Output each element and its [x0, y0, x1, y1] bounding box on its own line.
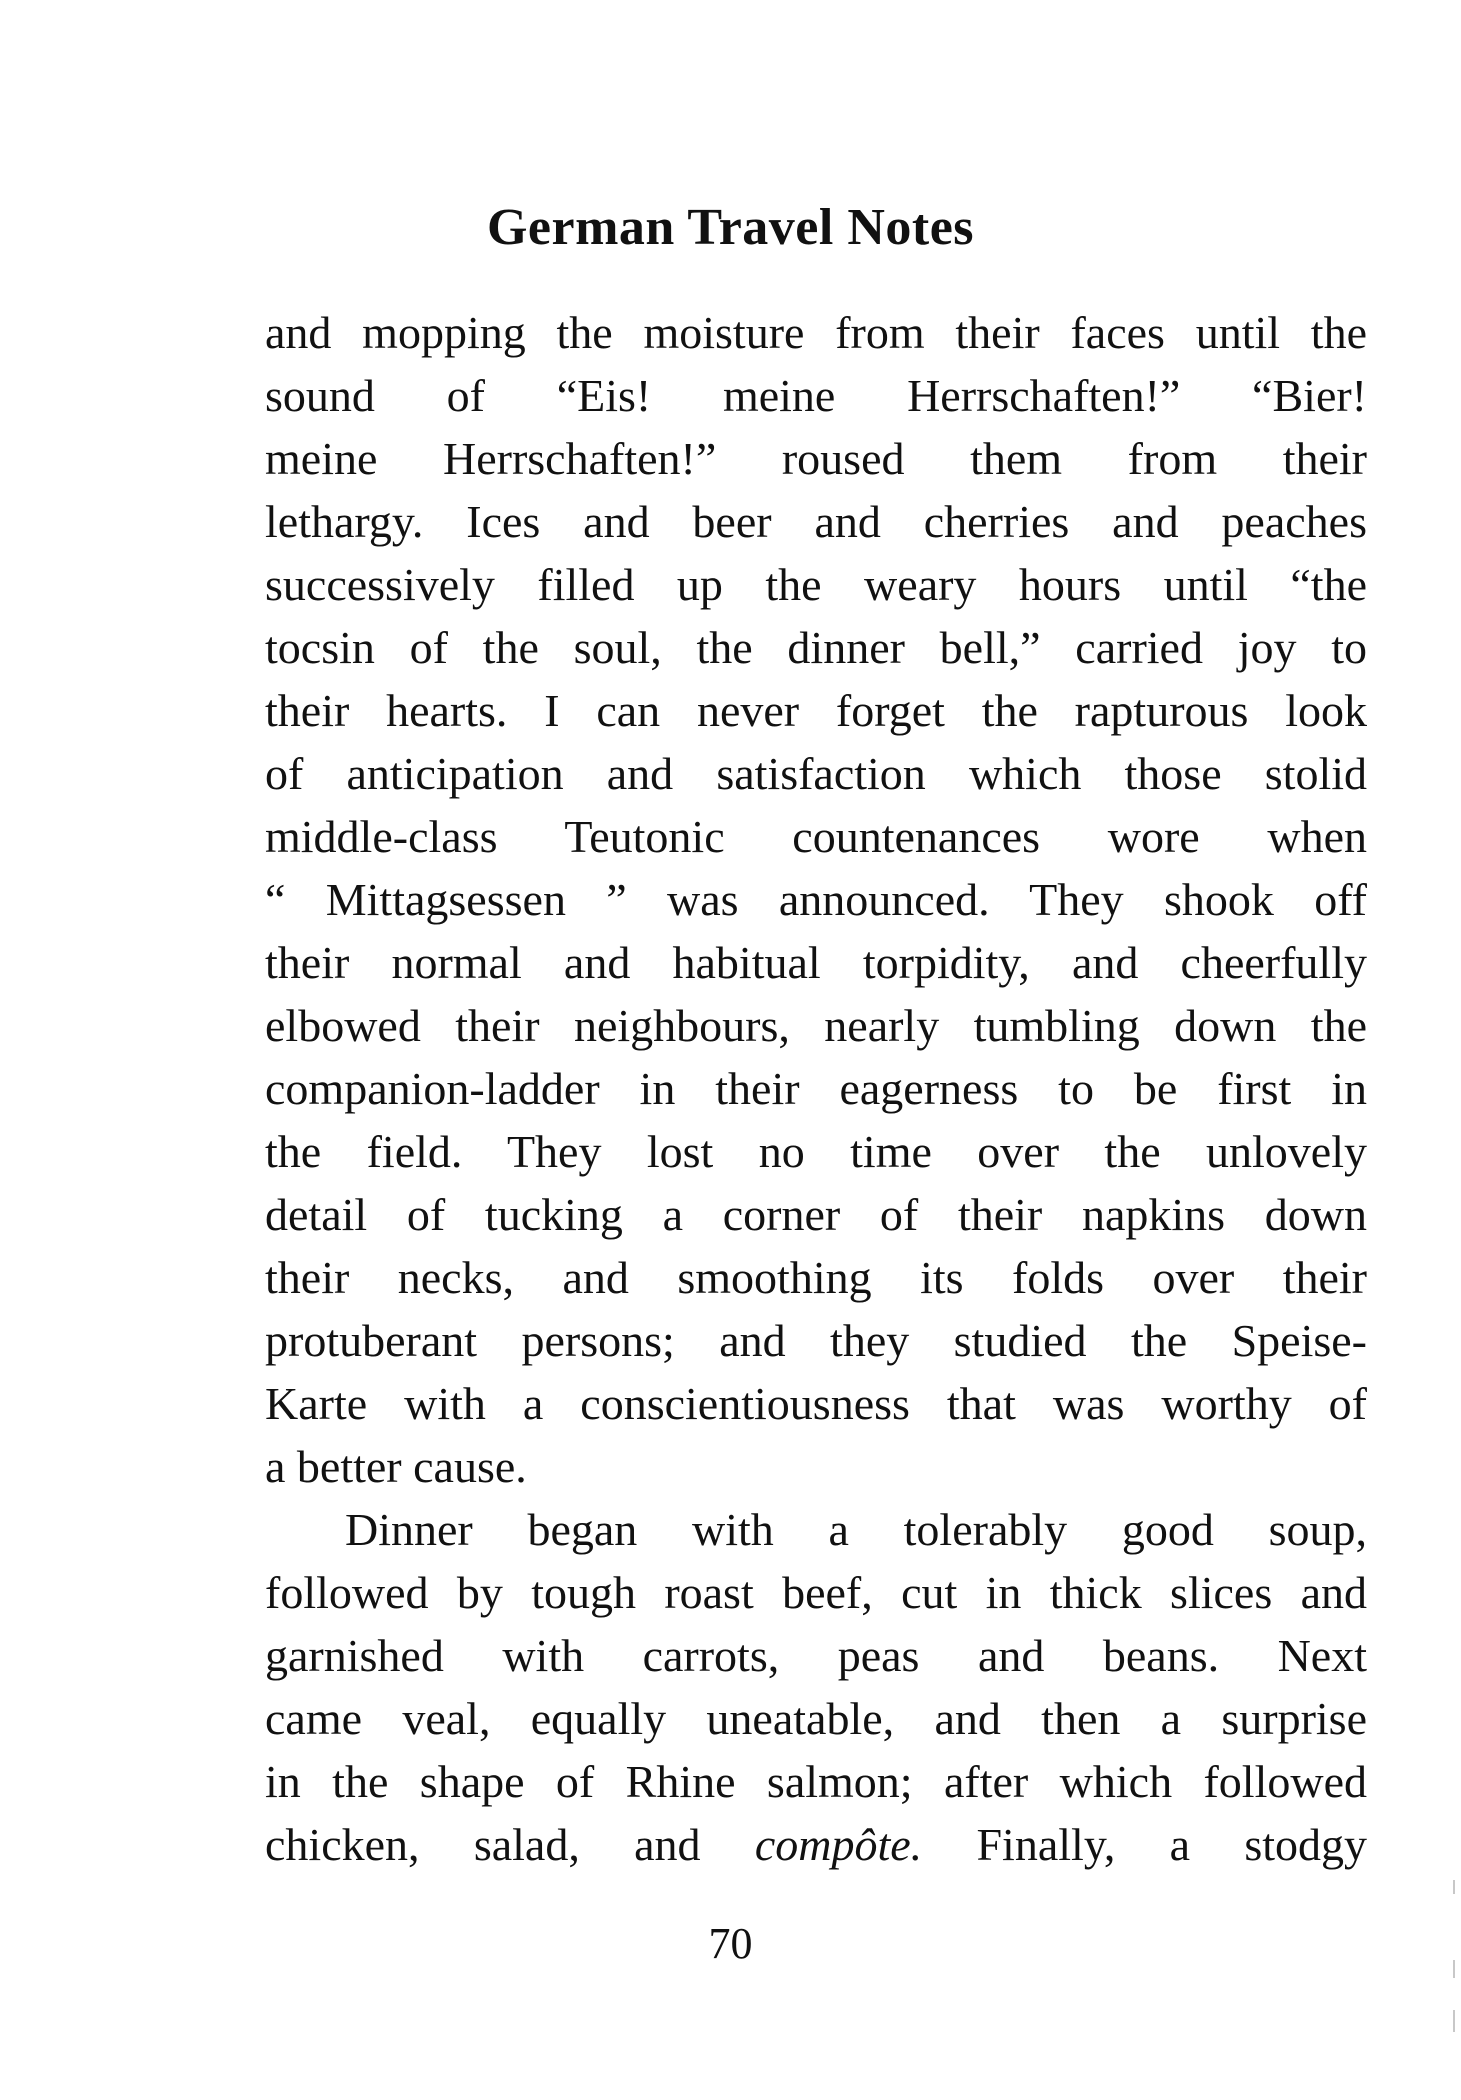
- text-line: Dinner began with a tolerably good soup,: [345, 1504, 1367, 1555]
- text-line: and mopping the moisture from their faces until the: [265, 307, 1367, 358]
- text-run: chicken, salad, and: [265, 1819, 755, 1870]
- text-line: their necks, and smoothing its folds over their: [265, 1252, 1367, 1303]
- text-line: garnished with carrots, peas and beans. Next: [265, 1630, 1367, 1681]
- text-line: their normal and habitual torpidity, and cheerfully: [265, 937, 1367, 988]
- paragraph-2: [265, 1498, 1367, 1876]
- text-line: sound of “Eis! meine Herrschaften!” “Bier!: [265, 370, 1367, 421]
- text-line: followed by tough roast beef, cut in thick slices and: [265, 1567, 1367, 1618]
- running-head: German Travel Notes: [486, 199, 975, 256]
- page-number: 70: [708, 1919, 753, 1968]
- text-run: Finally, a stodgy: [922, 1819, 1368, 1870]
- text-line-with-italic: [265, 1813, 1367, 1876]
- paragraph-1: [265, 301, 1367, 1498]
- text-line: tocsin of the soul, the dinner bell,” carried joy to: [265, 622, 1367, 673]
- text-line: the field. They lost no time over the unlovely: [265, 1126, 1367, 1177]
- scan-edge-mark: [1453, 1880, 1455, 1894]
- text-line: meine Herrschaften!” roused them from their: [265, 433, 1367, 484]
- body-text: [265, 301, 1367, 1876]
- text-line: a better cause.: [265, 1441, 527, 1492]
- text-line: in the shape of Rhine salmon; after which followed: [265, 1756, 1367, 1807]
- text-line: their hearts. I can never forget the rapturous look: [265, 685, 1367, 736]
- italic-word: compôte.: [754, 1819, 923, 1870]
- text-line: successively filled up the weary hours until “the: [265, 559, 1367, 610]
- text-line: lethargy. Ices and beer and cherries and peaches: [265, 496, 1367, 547]
- scan-edge-mark: [1453, 1960, 1455, 1978]
- text-line: companion-ladder in their eagerness to be first in: [265, 1063, 1367, 1114]
- text-line: middle-class Teutonic countenances wore when: [265, 811, 1367, 862]
- text-line: elbowed their neighbours, nearly tumbling down the: [265, 1000, 1367, 1051]
- text-line: Karte with a conscientiousness that was worthy of: [265, 1378, 1367, 1429]
- scan-edge-mark: [1453, 2010, 1455, 2032]
- text-line: came veal, equally uneatable, and then a surprise: [265, 1693, 1367, 1744]
- text-line: of anticipation and satisfaction which those stolid: [265, 748, 1367, 799]
- text-line: detail of tucking a corner of their napkins down: [265, 1189, 1367, 1240]
- text-line: “ Mittagsessen ” was announced. They shook off: [265, 874, 1367, 925]
- text-line: protuberant persons; and they studied the Speise-: [265, 1315, 1367, 1366]
